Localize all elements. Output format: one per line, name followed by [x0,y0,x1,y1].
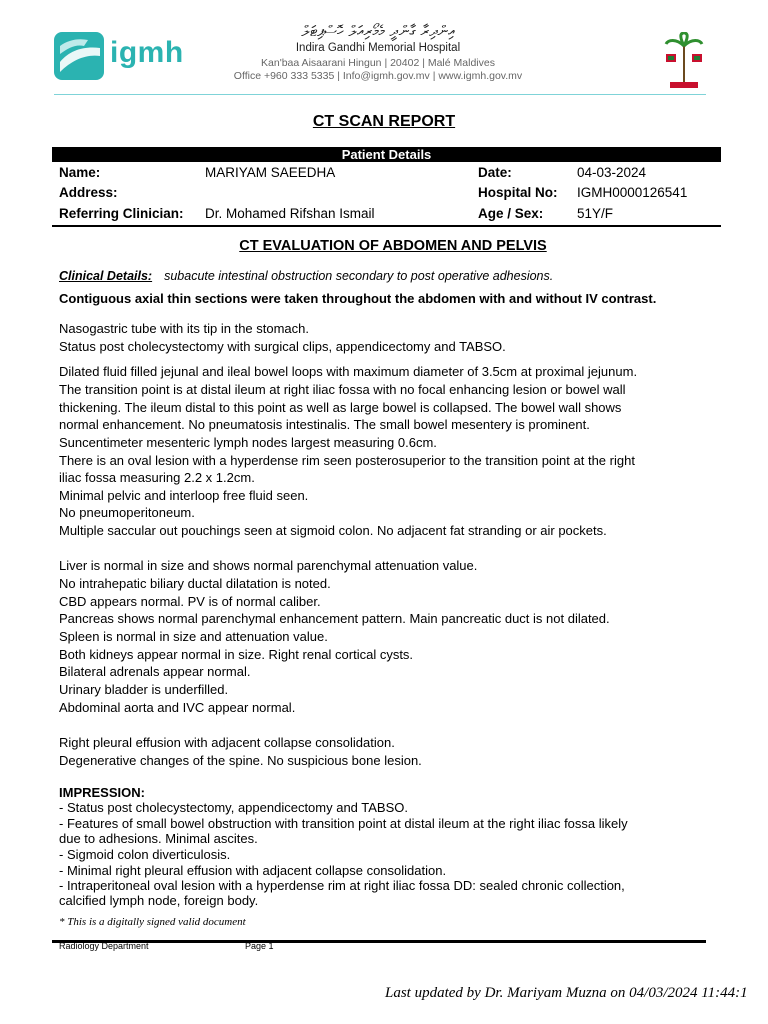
finding-line: normal enhancement. No pneumatosis intestinalis. The small bowel mesentery is prominent. [59,417,590,432]
impression-line: - Sigmoid colon diverticulosis. [59,847,231,862]
finding-line: No intrahepatic biliary ductal dilatation is noted. [59,576,331,591]
finding-line: There is an oval lesion with a hyperdense rim seen posterosuperior to the transition point at the right [59,453,635,468]
impression-line: due to adhesions. Minimal ascites. [59,831,258,846]
finding-line: Spleen is normal in size and attenuation value. [59,629,328,644]
finding-line: CBD appears normal. PV is of normal caliber. [59,594,321,609]
exam-title: CT EVALUATION OF ABDOMEN AND PELVIS [239,238,547,254]
finding-line: Right pleural effusion with adjacent collapse consolidation. [59,735,395,750]
finding-line: iliac fossa measuring 2.2 x 1.2cm. [59,470,255,485]
maldives-emblem-icon [660,32,708,94]
hospital-contact: Office +960 333 5335 | Info@igmh.gov.mv | www.igmh.gov.mv [233,70,523,82]
finding-line: Multiple saccular out pouchings seen at sigmoid colon. No adjacent fat stranding or air pockets. [59,523,607,538]
name-label: Name: [59,165,101,180]
finding-line: Abdominal aorta and IVC appear normal. [59,700,296,715]
impression-line: - Intraperitoneal oval lesion with a hyperdense rim at right iliac fossa DD: sealed chronic collection, [59,878,625,893]
finding-line: Nasogastric tube with its tip in the stomach. [59,321,310,336]
patient-details-divider [52,225,721,227]
technique-statement: Contiguous axial thin sections were taken throughout the abdomen with and without IV contrast. [59,291,657,306]
clinical-details-text: subacute intestinal obstruction secondary to post operative adhesions. [164,269,554,283]
finding-line: Minimal pelvic and interloop free fluid seen. [59,488,309,503]
address-label: Address: [59,185,118,200]
header-divider [54,94,706,95]
impression-line: - Minimal right pleural effusion with adjacent collapse consolidation. [59,863,447,878]
age-sex-label: Age / Sex: [478,206,544,221]
finding-line: Bilateral adrenals appear normal. [59,664,251,679]
footer-page-number: Page 1 [245,941,274,951]
footer-department: Radiology Department [59,941,149,951]
finding-line: thickening. The ileum distal to this point as well as large bowel is collapsed. The bowel wall shows [59,400,622,415]
igmh-logo-text: igmh [110,36,184,69]
impression-heading: IMPRESSION: [59,785,145,800]
finding-line: Degenerative changes of the spine. No suspicious bone lesion. [59,753,422,768]
igmh-logo-icon [54,32,104,80]
finding-line: Status post cholecystectomy with surgical clips, appendicectomy and TABSO. [59,339,506,354]
patient-details-heading: Patient Details [52,147,721,162]
finding-line: Liver is normal in size and shows normal parenchymal attenuation value. [59,558,478,573]
impression-line: calcified lymph node, foreign body. [59,893,259,908]
finding-line: Both kidneys appear normal in size. Right renal cortical cysts. [59,647,414,662]
last-updated-note: Last updated by Dr. Mariyam Muzna on 04/03/2024 11:44:1 [385,985,748,1001]
finding-line: Dilated fluid filled jejunal and ileal bowel loops with maximum diameter of 3.5cm at proximal jejunum. [59,364,638,379]
hospital-name: Indira Gandhi Memorial Hospital [295,42,461,54]
impression-line: - Status post cholecystectomy, appendicectomy and TABSO. [59,800,409,815]
hospital-address: Kan'baa Aisaarani Hingun | 20402 | Malé Maldives [261,57,495,69]
hospital-no: IGMH0000126541 [577,185,688,200]
finding-line: No pneumoperitoneum. [59,505,195,520]
report-date: 04-03-2024 [577,165,647,180]
patient-name: MARIYAM SAEEDHA [205,165,336,180]
footer-divider [52,940,706,943]
age-sex: 51Y/F [577,206,614,221]
report-title: CT SCAN REPORT [312,113,456,130]
impression-line: - Features of small bowel obstruction with transition point at distal ileum at the right iliac fossa likely [59,816,628,831]
digital-signature-note: * This is a digitally signed valid document [59,916,246,928]
finding-line: Pancreas shows normal parenchymal enhancement pattern. Main pancreatic duct is not dilated. [59,611,610,626]
clinical-details [59,269,553,283]
finding-line: Suncentimeter mesenteric lymph nodes largest measuring 0.6cm. [59,435,437,450]
finding-line: The transition point is at distal ileum at right iliac fossa with no focal enhancing lesion or bowel wall [59,382,626,397]
date-label: Date: [478,165,512,180]
referring-clinician: Dr. Mohamed Rifshan Ismail [205,206,375,221]
clinical-details-label: Clinical Details: [59,269,153,283]
finding-line: Urinary bladder is underfilled. [59,682,229,697]
clinician-label: Referring Clinician: [59,206,184,221]
hospital-no-label: Hospital No: [478,185,558,200]
hospital-name-dhivehi: އިންދިރާ ގާންދީ މެމޯރިއަލް ހޮސްޕިޓަލް [301,22,455,40]
